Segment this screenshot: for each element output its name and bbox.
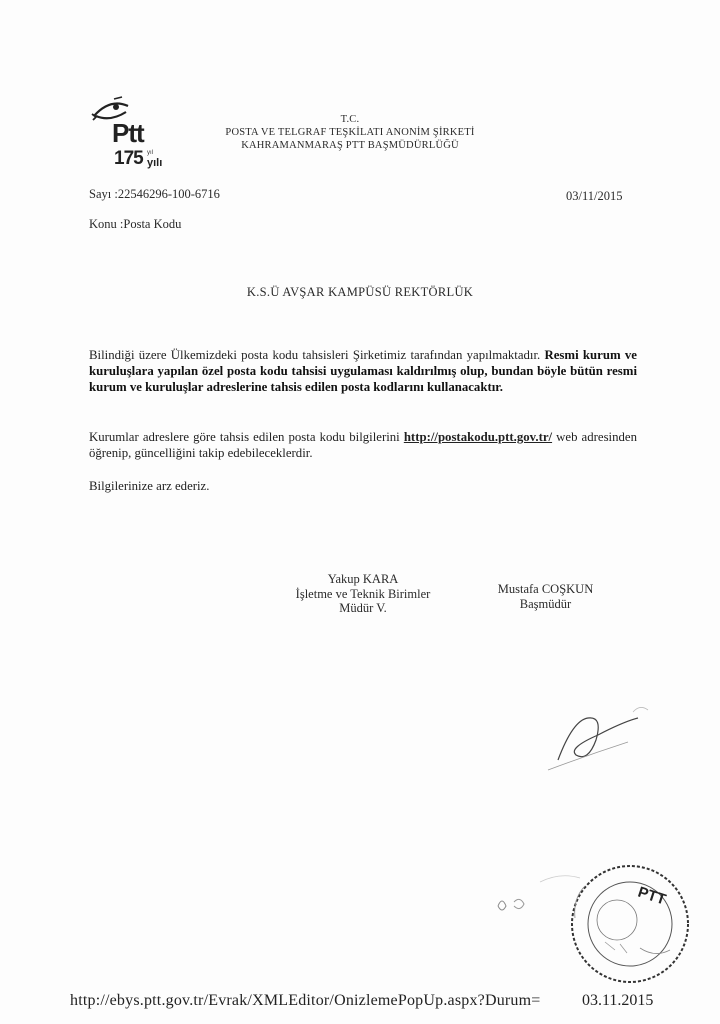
ptt-logo [84,92,164,182]
footer-url: http://ebys.ptt.gov.tr/Evrak/XMLEditor/OnizlemePopUp.aspx?Durum= [70,992,541,1009]
footer-date: 03.11.2015 [582,992,654,1009]
paragraph-1-text: Bilindiği üzere Ülkemizdeki posta kodu tahsisleri Şirketimiz tarafından yapılmaktadır. [89,348,545,362]
logo-yili-text: yılı [147,157,163,169]
document-date: 03/11/2015 [566,189,623,203]
logo-years: 175 [114,148,143,169]
header-line-company: POSTA VE TELGRAF TEŞKİLATI ANONİM ŞİRKETİ [225,127,475,138]
handwritten-signature-icon [528,700,668,780]
body-paragraph-2 [89,429,637,461]
paragraph-2-text-before: Kurumlar adreslere göre tahsis edilen posta kodu bilgilerini [89,430,404,444]
document-number: Sayı :22546296-100-6716 [89,187,220,201]
date-stamp-mark-icon [480,866,590,926]
body-paragraph-3: Bilgilerinize arz ederiz. [89,479,210,493]
signature-right [478,582,613,611]
signatory-left-title-2: Müdür V. [339,601,387,615]
signature-left [278,572,448,616]
logo-brand-text: Ptt [112,118,144,148]
logo-small-text: yıl [147,150,153,156]
document-subject: Konu :Posta Kodu [89,217,182,231]
signatory-left-name: Yakup KARA [327,572,399,586]
signatory-left-title-1: İşletme ve Teknik Birimler [295,586,431,601]
paragraph-2-text-after: web adresinden öğrenip, güncelliğini takip edebileceklerdir. [89,430,637,460]
recipient: K.S.Ü AVŞAR KAMPÜSÜ REKTÖRLÜK [246,285,474,299]
body-paragraph-1 [89,347,637,395]
paragraph-1-bold-text: Resmi kurum ve kuruluşlara yapılan özel posta kodu tahsisi uygulaması kaldırılmış olup, bundan böyle bütün resmi kurum ve kuruluşlar adreslerine tahsis edilen posta kodlarını kullanacaktır. [89,348,637,394]
stamp-ptt-text: PTT [635,883,668,909]
postal-code-website-link[interactable]: http://postakodu.ptt.gov.tr/ [403,430,553,444]
header-line-directorate: KAHRAMANMARAŞ PTT BAŞMÜDÜRLÜĞÜ [241,140,459,151]
signatory-right-title: Başmüdür [519,596,572,611]
header-line-tc: T.C. [340,114,360,125]
signatory-right-name: Mustafa COŞKUN [497,582,594,596]
document-header [200,113,500,152]
